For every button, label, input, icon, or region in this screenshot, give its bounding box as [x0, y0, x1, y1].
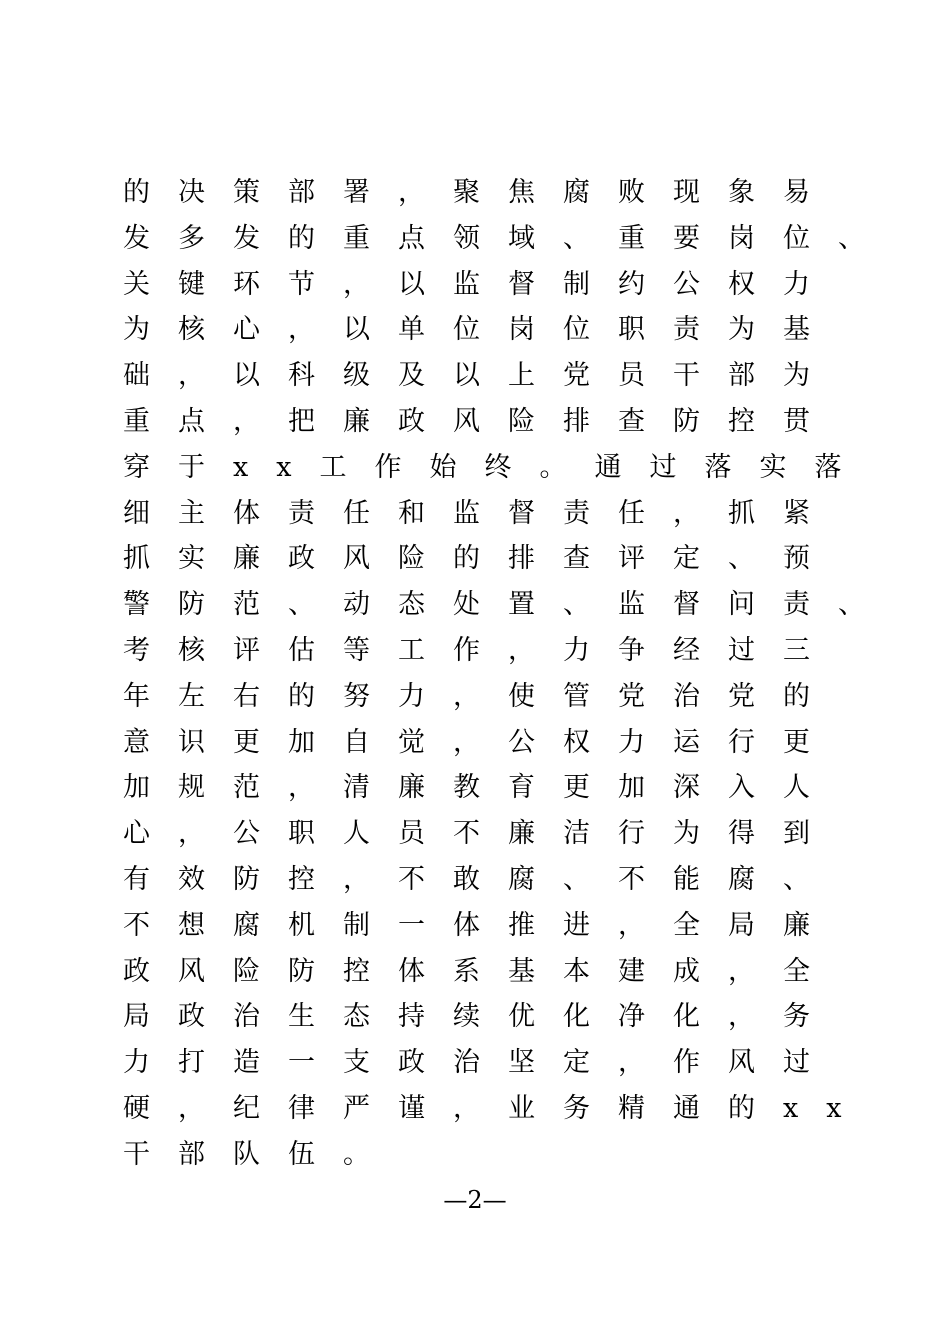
body-text — [123, 170, 893, 1178]
text-line: 关键环节，以监督制约公权力 — [123, 268, 838, 300]
text-line: 局政治生态持续优化净化，务 — [123, 1001, 838, 1033]
text-line: 为核心，以单位岗位职责为基 — [123, 314, 838, 346]
text-line: 不想腐机制一体推进，全局廉 — [123, 909, 838, 941]
text-line: 抓实廉政风险的排查评定、预 — [123, 543, 838, 575]
text-line: 力打造一支政治坚定，作风过 — [123, 1047, 838, 1079]
text-line: 硬，纪律严谨，业务精通的xx — [123, 1092, 870, 1124]
text-line: 年左右的努力，使管党治党的 — [123, 680, 838, 712]
text-line: 加规范，清廉教育更加深入人 — [123, 772, 838, 804]
text-line: 的决策部署，聚焦腐败现象易 — [123, 177, 838, 208]
text-line: 发多发的重点领域、重要岗位、 — [123, 222, 893, 254]
text-line: 考核评估等工作，力争经过三 — [123, 634, 838, 666]
text-line: 意识更加自觉，公权力运行更 — [123, 726, 838, 758]
page-number: —2— — [443, 1186, 507, 1214]
text-line: 穿于xx工作始终。通过落实落 — [123, 451, 870, 483]
text-line: 干部队伍。 — [123, 1138, 398, 1170]
text-line: 政风险防控体系基本建成，全 — [123, 955, 838, 987]
text-line: 有效防控，不敢腐、不能腐、 — [123, 863, 838, 895]
text-line: 细主体责任和监督责任，抓紧 — [123, 497, 838, 529]
text-line: 心，公职人员不廉洁行为得到 — [123, 818, 838, 850]
text-line: 础，以科级及以上党员干部为 — [123, 360, 838, 392]
text-line: 警防范、动态处置、监督问责、 — [123, 589, 893, 621]
text-line: 重点，把廉政风险排查防控贯 — [123, 405, 838, 437]
